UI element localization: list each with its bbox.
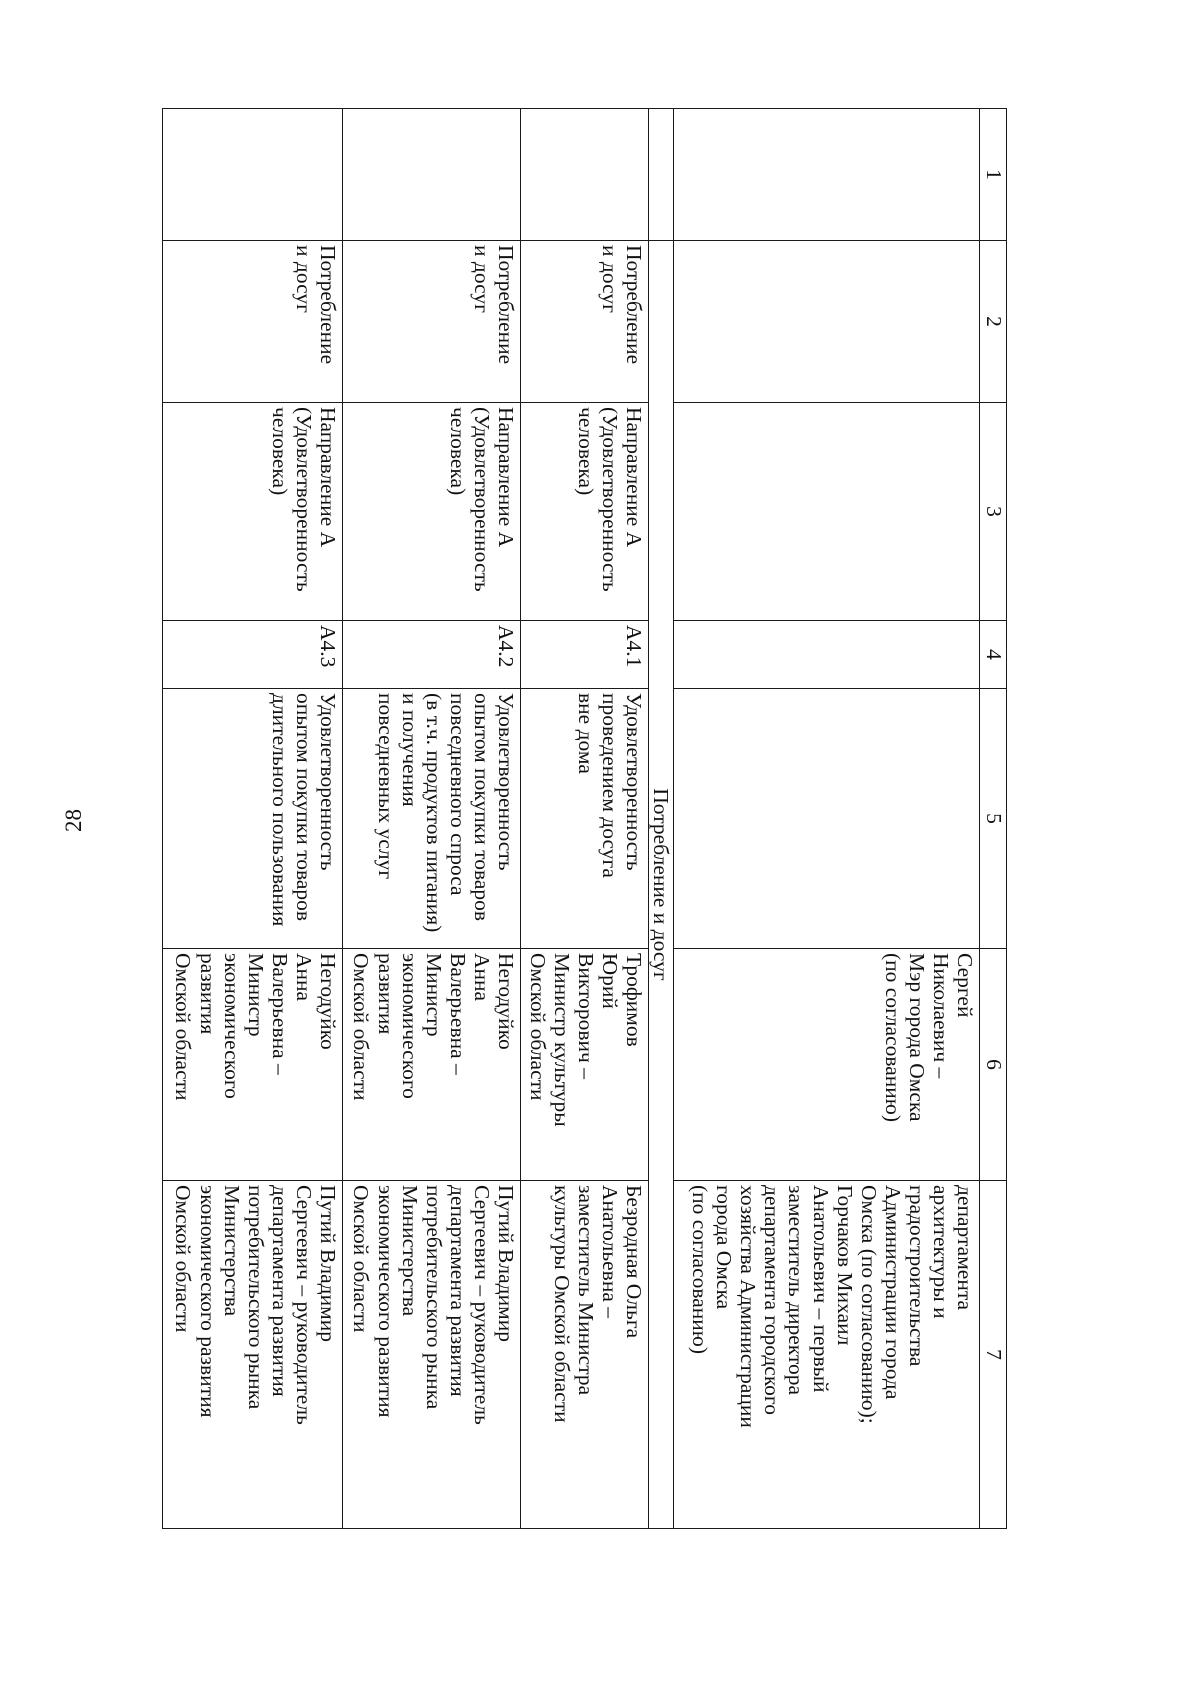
page-number: 28 (61, 809, 86, 832)
direction-cell: Направление А (Удовлетворенность человека) (520, 403, 648, 621)
header-col-4: 4 (980, 621, 1007, 689)
header-col-3: 3 (980, 403, 1007, 621)
table-cell (674, 689, 980, 949)
table-cell (342, 109, 520, 241)
table-cell (162, 109, 342, 241)
section-row (648, 109, 673, 1529)
table-row (162, 109, 342, 1529)
rotated-table-wrapper (167, 108, 1007, 1528)
header-col-5: 5 (980, 689, 1007, 949)
header-col-2: 2 (980, 241, 1007, 403)
indicator-name: Удовлетворенность проведением досуга вне дома (520, 689, 648, 949)
responsible-person: Трофимов Юрий Викторович – Министр культуры Омской области (520, 949, 648, 1181)
indicator-code: А4.2 (342, 621, 520, 689)
continuation-row (674, 109, 980, 1529)
responsible-deputy: Путий Владимир Сергеевич – руководитель департамента развития потребительского рынка Министерства экономического развития Омской области (342, 1181, 520, 1529)
sphere-cell: Потребление и досуг (162, 241, 342, 403)
table-cell (648, 109, 673, 241)
table-cell (674, 241, 980, 403)
table-cell (674, 621, 980, 689)
responsible-deputy: департамента архитектуры и градостроительства Администрации города Омска (по согласованию); Горчаков Михаил Анатольевич – первый заместитель директора департамента городского хозяйства Администрации города Омска (по согласованию) (674, 1181, 980, 1529)
sphere-cell: Потребление и досуг (520, 241, 648, 403)
sphere-cell: Потребление и досуг (342, 241, 520, 403)
header-col-1: 1 (980, 109, 1007, 241)
responsible-deputy: Путий Владимир Сергеевич – руководитель департамента развития потребительского рынка Министерства экономического развития Омской области (162, 1181, 342, 1529)
section-title: Потребление и досуг (648, 241, 673, 1529)
header-row (980, 109, 1007, 1529)
indicator-code: А4.1 (520, 621, 648, 689)
indicator-code: А4.3 (162, 621, 342, 689)
table-cell (520, 109, 648, 241)
table-row (342, 109, 520, 1529)
table-row (520, 109, 648, 1529)
responsibility-table (162, 108, 1007, 1529)
direction-cell: Направление А (Удовлетворенность человека) (342, 403, 520, 621)
header-col-7: 7 (980, 1181, 1007, 1529)
table-cell (674, 109, 980, 241)
responsible-deputy: Безродная Ольга Анатольевна – заместитель Министра культуры Омской области (520, 1181, 648, 1529)
table-cell (674, 403, 980, 621)
header-col-6: 6 (980, 949, 1007, 1181)
direction-cell: Направление А (Удовлетворенность человека) (162, 403, 342, 621)
responsible-person: Сергей Николаевич – Мэр города Омска (по согласованию) (674, 949, 980, 1181)
indicator-name: Удовлетворенность опытом покупки товаров повседневного спроса (в т.ч. продуктов питания) и получения повседневных услуг (342, 689, 520, 949)
indicator-name: Удовлетворенность опытом покупки товаров длительного пользования (162, 689, 342, 949)
responsible-person: Негодуйко Анна Валерьевна – Министр экономического развития Омской области (342, 949, 520, 1181)
responsible-person: Негодуйко Анна Валерьевна – Министр экономического развития Омской области (162, 949, 342, 1181)
